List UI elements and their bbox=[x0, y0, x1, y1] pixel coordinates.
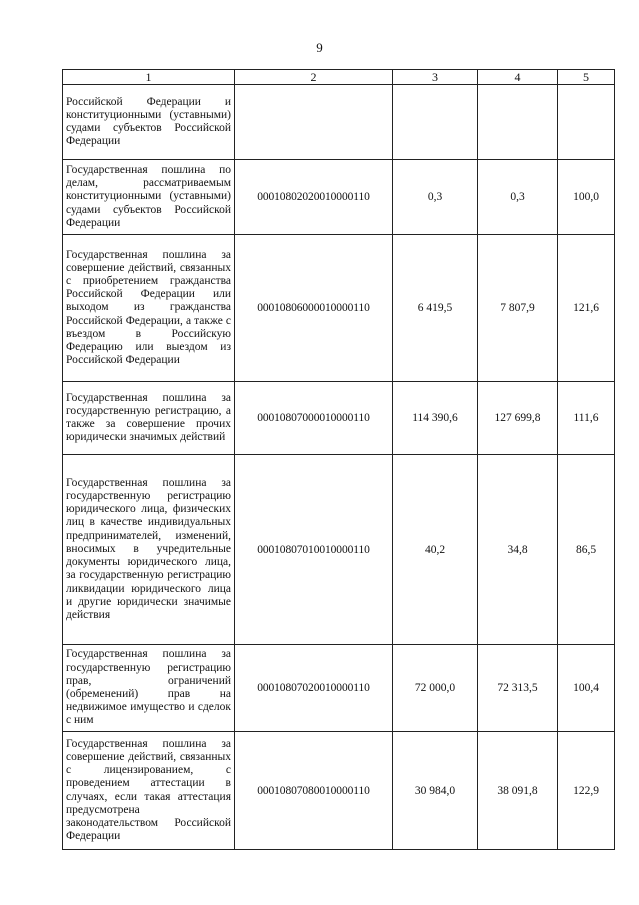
table-row bbox=[63, 455, 615, 645]
row-name: Государственная пошлина за совершение действий, связанных с приобретением гражданства Российской Федерации или выходом из гражданства Российской Федерации, а также с въездом в Российскую Федерацию или выездом из Российской Федерации bbox=[63, 235, 235, 382]
table-row bbox=[63, 732, 615, 850]
data-table bbox=[62, 69, 615, 850]
row-value-3 bbox=[393, 85, 478, 160]
row-value-4: 127 699,8 bbox=[478, 382, 558, 455]
row-name: Государственная пошлина за совершение действий, связанных с лицензированием, с проведением аттестации в случаях, если такая аттестация предусмотрена законодательством Российской Федерации bbox=[63, 732, 235, 850]
table-row bbox=[63, 160, 615, 235]
row-value-4: 38 091,8 bbox=[478, 732, 558, 850]
page-number: 9 bbox=[316, 40, 323, 55]
row-value-5: 86,5 bbox=[558, 455, 615, 645]
column-header: 3 bbox=[393, 70, 478, 85]
row-code: 00010807000010000110 bbox=[235, 382, 393, 455]
row-value-4: 72 313,5 bbox=[478, 645, 558, 732]
column-header: 4 bbox=[478, 70, 558, 85]
row-name: Российской Федерации и конституционными (уставными) судами субъектов Российской Федерации bbox=[63, 85, 235, 160]
row-value-3: 72 000,0 bbox=[393, 645, 478, 732]
row-value-5: 111,6 bbox=[558, 382, 615, 455]
table-row bbox=[63, 85, 615, 160]
row-code bbox=[235, 85, 393, 160]
row-value-4: 7 807,9 bbox=[478, 235, 558, 382]
row-value-5: 122,9 bbox=[558, 732, 615, 850]
row-code: 00010807010010000110 bbox=[235, 455, 393, 645]
row-code: 00010807080010000110 bbox=[235, 732, 393, 850]
row-code: 00010806000010000110 bbox=[235, 235, 393, 382]
row-value-4: 34,8 bbox=[478, 455, 558, 645]
row-name: Государственная пошлина за государственную регистрацию, а также за совершение прочих юридически значимых действий bbox=[63, 382, 235, 455]
row-value-5 bbox=[558, 85, 615, 160]
row-value-5: 100,0 bbox=[558, 160, 615, 235]
column-header: 1 bbox=[63, 70, 235, 85]
row-value-5: 100,4 bbox=[558, 645, 615, 732]
column-header: 5 bbox=[558, 70, 615, 85]
column-header: 2 bbox=[235, 70, 393, 85]
table-header-row bbox=[63, 70, 615, 85]
row-value-3: 114 390,6 bbox=[393, 382, 478, 455]
row-code: 00010807020010000110 bbox=[235, 645, 393, 732]
table-row bbox=[63, 235, 615, 382]
row-value-3: 40,2 bbox=[393, 455, 478, 645]
row-value-5: 121,6 bbox=[558, 235, 615, 382]
row-value-4 bbox=[478, 85, 558, 160]
table-row bbox=[63, 382, 615, 455]
table-row bbox=[63, 645, 615, 732]
row-code: 00010802020010000110 bbox=[235, 160, 393, 235]
row-name: Государственная пошлина по делам, рассматриваемым конституционными (уставными) судами субъектов Российской Федерации bbox=[63, 160, 235, 235]
row-name: Государственная пошлина за государственную регистрацию прав, ограничений (обременений) прав на недвижимое имущество и сделок с ним bbox=[63, 645, 235, 732]
row-value-3: 30 984,0 bbox=[393, 732, 478, 850]
row-value-3: 6 419,5 bbox=[393, 235, 478, 382]
row-value-4: 0,3 bbox=[478, 160, 558, 235]
row-name: Государственная пошлина за государственную регистрацию юридического лица, физических лиц в качестве индивидуальных предпринимателей, изменений, вносимых в учредительные документы юридического лица, за государственную регистрацию ликвидации юридического лица и другие юридически значимые действия bbox=[63, 455, 235, 645]
row-value-3: 0,3 bbox=[393, 160, 478, 235]
